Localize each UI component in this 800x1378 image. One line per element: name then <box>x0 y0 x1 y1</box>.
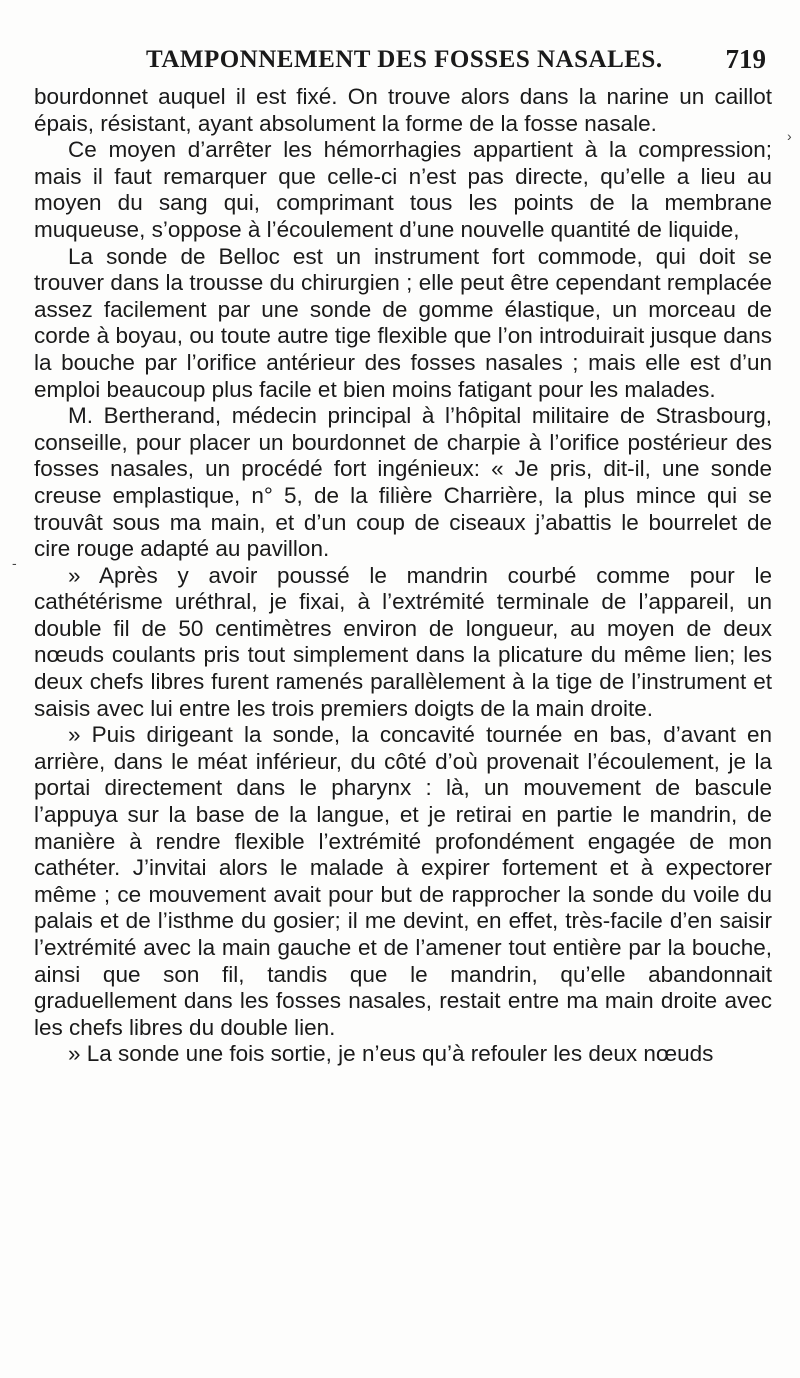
margin-mark: - <box>12 555 17 571</box>
body-text <box>34 84 772 1068</box>
paragraph: M. Bertherand, médecin principal à l’hôpital militaire de Strasbourg, conseille, pour placer un bourdonnet de charpie à l’orifice postérieur des fosses nasales, un procédé fort ingénieux: « Je pris, dit-il, une sonde creuse emplastique, n° 5, de la filière Charrière, la plus mince qui se trouvât sous ma main, et d’un coup de ciseaux j’abattis le bourrelet de cire rouge adapté au pavillon. <box>34 403 772 562</box>
page-number: 719 <box>725 44 766 74</box>
paragraph: Ce moyen d’arrêter les hémorrhagies appartient à la compression; mais il faut remarquer que celle-ci n’est pas directe, qu’elle a lieu au moyen du sang qui, comprimant tous les points de la membrane muqueuse, s’oppose à l’écoulement d’une nouvelle quantité de liquide, <box>34 137 772 242</box>
paragraph: » La sonde une fois sortie, je n’eus qu’à refouler les deux nœuds <box>68 1041 714 1067</box>
margin-mark: › <box>787 128 792 144</box>
paragraph: bourdonnet auquel il est fixé. On trouve alors dans la narine un caillot épais, résistant, ayant absolument la forme de la fosse nasale. <box>34 84 772 136</box>
running-title: TAMPONNEMENT DES FOSSES NASALES. <box>146 46 663 73</box>
running-header <box>34 46 772 82</box>
paragraph: La sonde de Belloc est un instrument fort commode, qui doit se trouver dans la trousse du chirurgien ; elle peut être cependant remplacée assez facilement par une sonde de gomme élastique, un morceau de corde à boyau, ou toute autre tige flexible que l’on introduirait jusque dans la bouche par l’orifice antérieur des fosses nasales ; mais elle est d’un emploi beaucoup plus facile et bien moins fatigant pour les malades. <box>34 243 772 402</box>
paragraph: » Après y avoir poussé le mandrin courbé comme pour le cathétérisme uréthral, je fixai, à l’extrémité terminale de l’appareil, un double fil de 50 centimètres environ de longueur, au moyen de deux nœuds coulants pris tout simplement dans la plicature du même lien; les deux chefs libres furent ramenés parallèlement à la tige de l’instrument et saisis avec lui entre les trois premiers doigts de la main droite. <box>34 562 772 721</box>
paragraph: » Puis dirigeant la sonde, la concavité tournée en bas, d’avant en arrière, dans le méat inférieur, du côté d’où provenait l’écoulement, je la portai directement dans le pharynx : là, un mouvement de bascule l’appuya sur la base de la langue, et je retirai en partie le mandrin, de manière à rendre flexible l’extrémité profondément engagée de mon cathéter. J’invitai alors le malade à expirer fortement et à expectorer même ; ce mouvement avait pour but de rapprocher la sonde du voile du palais et de l’isthme du gosier; il me devint, en effet, très-facile d’en saisir l’extrémité avec la main gauche et de l’amener tout entière par la bouche, ainsi que son fil, tandis que le mandrin, qu’elle abandonnait graduellement dans les fosses nasales, restait entre ma main droite avec les chefs libres du double lien. <box>34 722 772 1040</box>
